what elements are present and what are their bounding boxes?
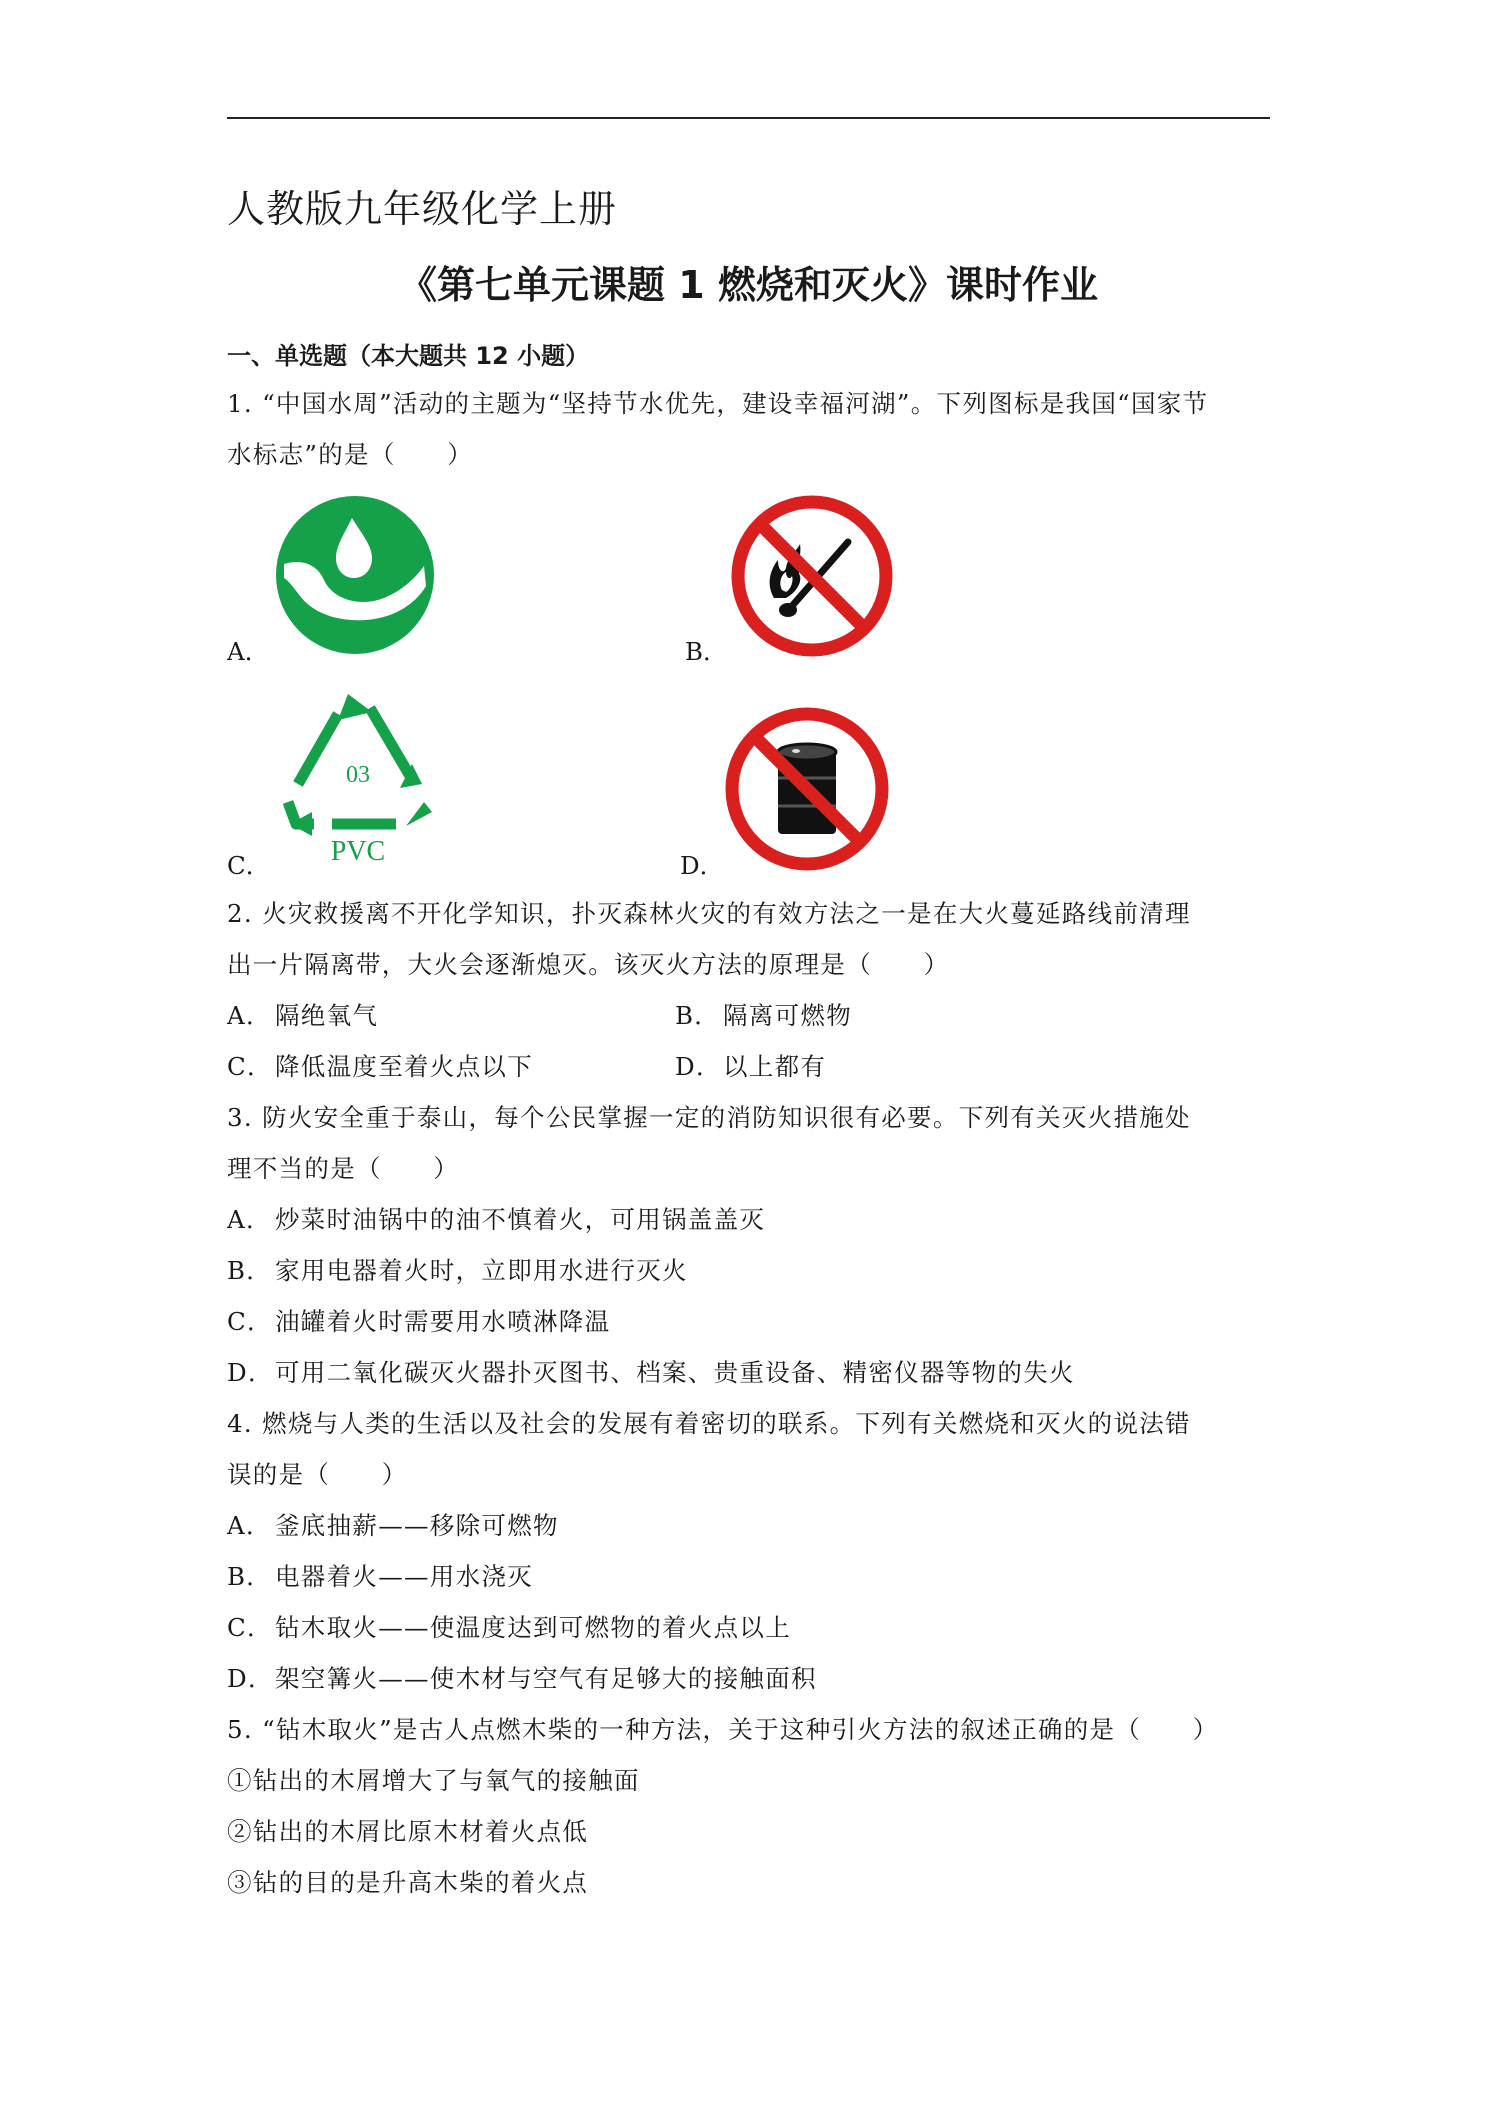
q5-statement-3: ③钻的目的是升高木柴的着火点 xyxy=(227,1868,589,1897)
q2-option-a: A． 隔绝氧气 xyxy=(227,1001,379,1030)
q3-stem-line2: 理不当的是（ ） xyxy=(227,1154,460,1183)
q4-option-b: B． 电器着火——用水浇灭 xyxy=(227,1562,533,1591)
q2-option-b: B． 隔离可燃物 xyxy=(675,1001,852,1030)
header-rule xyxy=(227,117,1270,119)
recycle-number: 03 xyxy=(346,762,370,788)
q5-statement-1: ①钻出的木屑增大了与氧气的接触面 xyxy=(227,1766,640,1795)
document-title: 人教版九年级化学上册 xyxy=(227,187,618,231)
no-fire-sign-icon xyxy=(730,494,894,658)
q2-option-c: C．降低温度至着火点以下 xyxy=(227,1052,533,1081)
q3-option-b: B． 家用电器着火时，立即用水进行灭火 xyxy=(227,1256,688,1285)
q3-option-c: C．油罐着火时需要用水喷淋降温 xyxy=(227,1307,611,1336)
q2-stem-line2: 出一片隔离带，大火会逐渐熄灭。该灭火方法的原理是（ ） xyxy=(227,950,950,979)
q4-stem-line1: 4. 燃烧与人类的生活以及社会的发展有着密切的联系。下列有关燃烧和灭火的说法错 xyxy=(227,1409,1191,1438)
q4-option-a: A． 釜底抽薪——移除可燃物 xyxy=(227,1511,559,1540)
q2-option-d: D．以上都有 xyxy=(675,1052,827,1081)
recycling-pvc-icon xyxy=(272,684,444,874)
q1-option-b-label: B． xyxy=(685,637,728,666)
q3-option-a: A． 炒菜时油锅中的油不慎着火，可用锅盖盖灭 xyxy=(227,1205,766,1234)
section-heading: 一、单选题（本大题共 12 小题） xyxy=(227,342,590,370)
document-subtitle: 《第七单元课题 1 燃烧和灭火》课时作业 xyxy=(399,263,1098,307)
q3-stem-line1: 3. 防火安全重于泰山，每个公民掌握一定的消防知识很有必要。下列有关灭火措施处 xyxy=(227,1103,1191,1132)
q1-stem-line1: 1. “中国水周”活动的主题为“坚持节水优先，建设幸福河湖”。下列图标是我国“国家节 xyxy=(227,389,1209,418)
q5-statement-2: ②钻出的木屑比原木材着火点低 xyxy=(227,1817,589,1846)
q4-option-d: D．架空篝火——使木材与空气有足够大的接触面积 xyxy=(227,1664,817,1693)
q4-stem-line2: 误的是（ ） xyxy=(227,1460,408,1489)
q1-option-a-label: A． xyxy=(227,637,270,666)
q5-stem-line1: 5. “钻木取火”是古人点燃木柴的一种方法，关于这种引火方法的叙述正确的是（ ） xyxy=(227,1715,1219,1744)
q1-stem-line2: 水标志”的是（ ） xyxy=(227,440,474,469)
water-saving-logo-icon xyxy=(274,494,436,656)
q3-option-d: D．可用二氧化碳灭火器扑灭图书、档案、贵重设备、精密仪器等物的失火 xyxy=(227,1358,1075,1387)
q1-option-c-label: C． xyxy=(227,851,271,880)
no-oil-drum-sign-icon xyxy=(724,706,890,872)
recycle-pvc-text: PVC xyxy=(330,836,386,867)
q1-option-d-label: D． xyxy=(680,851,725,880)
q4-option-c: C．钻木取火——使温度达到可燃物的着火点以上 xyxy=(227,1613,791,1642)
q2-stem-line1: 2. 火灾救援离不开化学知识，扑灭森林火灾的有效方法之一是在大火蔓延路线前清理 xyxy=(227,899,1191,928)
